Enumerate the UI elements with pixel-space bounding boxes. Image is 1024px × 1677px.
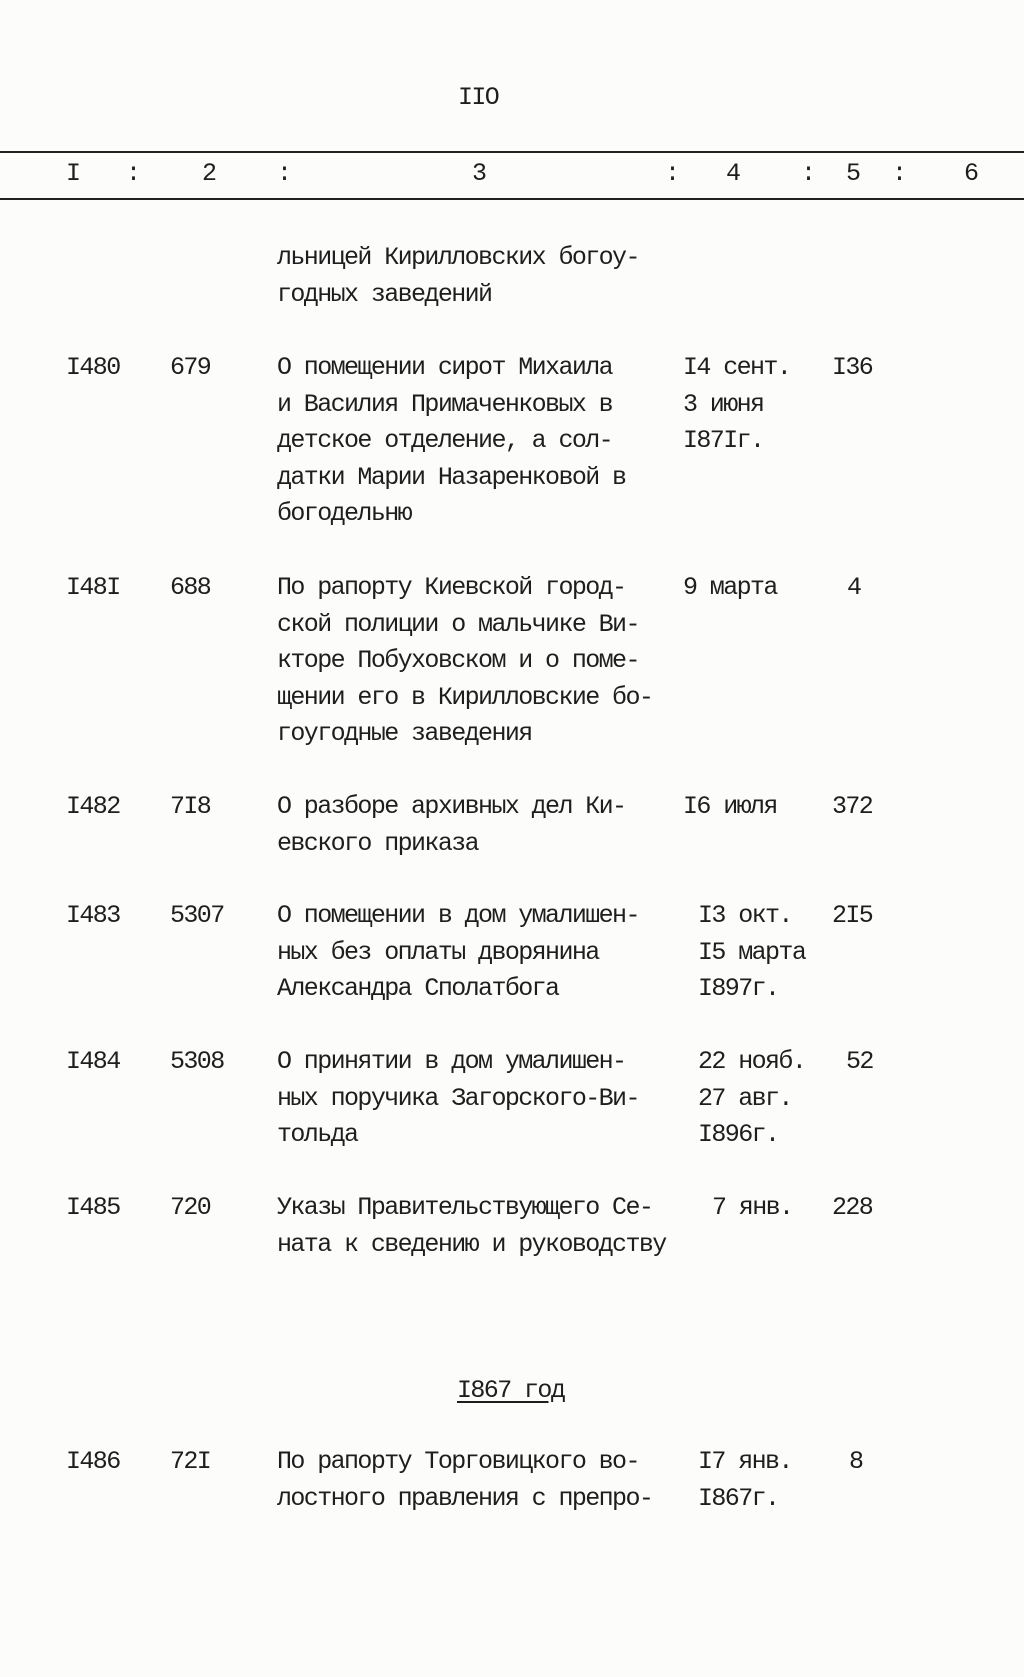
year-heading: I867 год bbox=[457, 1376, 565, 1405]
file-number: 5308 bbox=[170, 1047, 224, 1076]
title-line: щении его в Кирилловские бо- bbox=[277, 682, 653, 712]
date-line: I7 янв. bbox=[698, 1447, 792, 1476]
row-number: I483 bbox=[66, 901, 120, 930]
date-line: 9 марта bbox=[683, 573, 777, 602]
title-line: льницей Кирилловских богоу- bbox=[277, 243, 639, 272]
row-dates bbox=[683, 570, 777, 607]
sheet-count: 372 bbox=[832, 792, 873, 821]
row-title bbox=[277, 1190, 666, 1263]
date-line: 3 июня bbox=[683, 389, 764, 419]
title-line: По рапорту Торговицкого во- bbox=[277, 1447, 639, 1476]
date-line: I3 окт. bbox=[698, 901, 792, 930]
column-header-5: 5 bbox=[846, 159, 860, 188]
column-header-6: 6 bbox=[964, 159, 978, 188]
row-title bbox=[277, 898, 639, 1008]
title-line: ных поручика Загорского-Ви- bbox=[277, 1083, 639, 1113]
header-bottom-rule bbox=[0, 198, 1024, 200]
title-line: О принятии в дом умалишен- bbox=[277, 1047, 626, 1076]
row-number: I486 bbox=[66, 1447, 120, 1476]
column-separator: : bbox=[801, 159, 815, 188]
title-line: евского приказа bbox=[277, 828, 479, 858]
sheet-count: 4 bbox=[847, 573, 861, 602]
file-number: 688 bbox=[170, 573, 211, 602]
row-number: I480 bbox=[66, 353, 120, 382]
header-top-rule bbox=[0, 151, 1024, 153]
row-title bbox=[277, 1044, 639, 1154]
column-separator: : bbox=[665, 159, 679, 188]
title-line: Указы Правительствующего Се- bbox=[277, 1193, 653, 1222]
title-line: годных заведений bbox=[277, 279, 492, 309]
row-number: I484 bbox=[66, 1047, 120, 1076]
title-line: ской полиции о мальчике Ви- bbox=[277, 609, 639, 639]
row-dates bbox=[683, 789, 777, 826]
title-line: богодельню bbox=[277, 499, 412, 529]
date-line: I5 марта bbox=[698, 937, 806, 967]
title-line: ных без оплаты дворянина bbox=[277, 937, 599, 967]
column-header-3: 3 bbox=[472, 159, 486, 188]
date-line: I896г. bbox=[698, 1120, 779, 1150]
row-title bbox=[277, 350, 625, 533]
title-line: кторе Побуховском и о поме- bbox=[277, 646, 639, 676]
title-line: и Василия Примаченковых в bbox=[277, 389, 613, 419]
row-dates bbox=[683, 350, 790, 460]
date-line: I897г. bbox=[698, 974, 779, 1004]
column-separator: : bbox=[277, 159, 291, 188]
title-line: ната к сведению и руководству bbox=[277, 1229, 666, 1259]
title-line: гоугодные заведения bbox=[277, 719, 532, 749]
title-line: Александра Сполатбога bbox=[277, 974, 559, 1004]
row-title bbox=[277, 789, 625, 862]
title-line: тольда bbox=[277, 1120, 358, 1150]
title-line: детское отделение, а сол- bbox=[277, 426, 613, 456]
row-number: I482 bbox=[66, 792, 120, 821]
title-line: датки Марии Назаренковой в bbox=[277, 462, 626, 492]
sheet-count: 2I5 bbox=[832, 901, 873, 930]
title-line: О помещении сирот Михаила bbox=[277, 353, 613, 382]
row-dates bbox=[698, 1444, 792, 1517]
row-dates bbox=[698, 1044, 805, 1154]
file-number: 72I bbox=[170, 1447, 211, 1476]
page-number: IIO bbox=[458, 83, 499, 112]
date-line: I6 июля bbox=[683, 792, 777, 821]
column-header-4: 4 bbox=[726, 159, 740, 188]
date-line: 27 авг. bbox=[698, 1083, 792, 1113]
column-separator: : bbox=[892, 159, 906, 188]
date-line: I4 сент. bbox=[683, 353, 791, 382]
row-dates bbox=[698, 898, 805, 1008]
column-header-1: I bbox=[66, 159, 80, 188]
row-title bbox=[277, 1444, 652, 1517]
sheet-count: I36 bbox=[832, 353, 873, 382]
date-line: I867г. bbox=[698, 1483, 779, 1513]
sheet-count: 228 bbox=[832, 1193, 873, 1222]
file-number: 679 bbox=[170, 353, 211, 382]
date-line: I87Iг. bbox=[683, 426, 764, 456]
row-dates bbox=[712, 1190, 792, 1227]
continuation-text bbox=[277, 240, 639, 313]
row-number: I485 bbox=[66, 1193, 120, 1222]
title-line: лостного правления с препро- bbox=[277, 1483, 653, 1513]
file-number: 720 bbox=[170, 1193, 211, 1222]
column-header-2: 2 bbox=[202, 159, 216, 188]
row-number: I48I bbox=[66, 573, 120, 602]
sheet-count: 52 bbox=[846, 1047, 873, 1076]
date-line: 7 янв. bbox=[712, 1193, 793, 1222]
title-line: О разборе архивных дел Ки- bbox=[277, 792, 626, 821]
title-line: О помещении в дом умалишен- bbox=[277, 901, 639, 930]
sheet-count: 8 bbox=[849, 1447, 863, 1476]
file-number: 7I8 bbox=[170, 792, 211, 821]
title-line: По рапорту Киевской город- bbox=[277, 573, 626, 602]
row-title bbox=[277, 570, 652, 753]
column-separator: : bbox=[126, 159, 140, 188]
date-line: 22 нояб. bbox=[698, 1047, 806, 1076]
file-number: 5307 bbox=[170, 901, 224, 930]
